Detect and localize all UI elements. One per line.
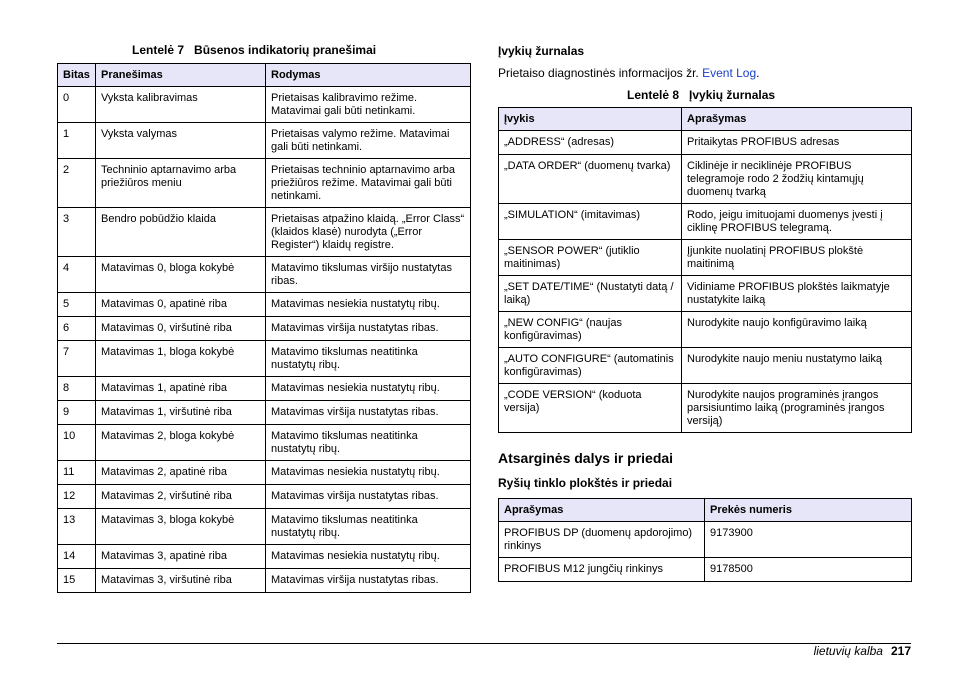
display-cell: Matavimo tikslumas neatitinka nustatytų ribų. — [266, 425, 471, 461]
display-cell: Matavimas nesiekia nustatytų ribų. — [266, 377, 471, 401]
message-cell: Matavimas 0, viršutinė riba — [96, 317, 266, 341]
bit-cell: 8 — [58, 377, 96, 401]
event-log-heading: Įvykių žurnalas — [498, 44, 585, 58]
event-cell: „SENSOR POWER“ (jutiklio maitinimas) — [499, 240, 682, 276]
display-cell: Prietaisas valymo režime. Matavimai gali būti netinkami. — [266, 123, 471, 159]
table8-caption-number: Lentelė 8 — [627, 88, 680, 102]
table-row — [499, 348, 912, 384]
bit-cell: 14 — [58, 545, 96, 569]
message-cell: Matavimas 3, bloga kokybė — [96, 509, 266, 545]
spare-parts-table — [498, 498, 912, 582]
message-cell: Matavimas 0, apatinė riba — [96, 293, 266, 317]
event-log-link[interactable]: Event Log — [702, 66, 757, 80]
spare-parts-heading: Atsarginės dalys ir priedai — [498, 450, 674, 466]
part-description-cell: PROFIBUS DP (duomenų apdorojimo) rinkinys — [499, 522, 705, 558]
table8-caption — [627, 88, 775, 102]
event-log-intro-text: Prietaiso diagnostinės informacijos žr. — [498, 66, 699, 80]
description-cell: Pritaikytas PROFIBUS adresas — [682, 131, 912, 155]
bit-cell: 4 — [58, 257, 96, 293]
table-row — [58, 293, 471, 317]
part-number-cell: 9173900 — [705, 522, 912, 558]
display-cell: Matavimas nesiekia nustatytų ribų. — [266, 461, 471, 485]
table-row — [58, 569, 471, 593]
table-row — [58, 377, 471, 401]
bit-cell: 2 — [58, 159, 96, 208]
part-number-cell: 9178500 — [705, 558, 912, 582]
display-cell: Prietaisas atpažino klaidą. „Error Class“ (klaidos klasė) nurodyta („Error Register“) klaidų registre. — [266, 208, 471, 257]
display-cell: Matavimas nesiekia nustatytų ribų. — [266, 293, 471, 317]
message-cell: Bendro pobūdžio klaida — [96, 208, 266, 257]
parts-header-description: Aprašymas — [499, 499, 705, 522]
event-cell: „NEW CONFIG“ (naujas konfigūravimas) — [499, 312, 682, 348]
event-cell: „SET DATE/TIME“ (Nustatyti datą / laiką) — [499, 276, 682, 312]
display-cell: Prietaisas techninio aptarnavimo arba priežiūros režime. Matavimai gali būti netinkami. — [266, 159, 471, 208]
table-row — [499, 155, 912, 204]
table-row — [499, 312, 912, 348]
message-cell: Matavimas 1, viršutinė riba — [96, 401, 266, 425]
event-log-intro-end: . — [756, 66, 760, 80]
message-cell: Matavimas 2, bloga kokybė — [96, 425, 266, 461]
table8-header-event: Įvykis — [499, 108, 682, 131]
table8-header-description: Aprašymas — [682, 108, 912, 131]
event-cell: „ADDRESS“ (adresas) — [499, 131, 682, 155]
message-cell: Matavimas 3, apatinė riba — [96, 545, 266, 569]
table-row — [499, 522, 912, 558]
table8-caption-title: Įvykių žurnalas — [689, 88, 776, 102]
display-cell: Matavimas viršija nustatytas ribas. — [266, 317, 471, 341]
bit-cell: 12 — [58, 485, 96, 509]
message-cell: Techninio aptarnavimo arba priežiūros meniu — [96, 159, 266, 208]
display-cell: Matavimas nesiekia nustatytų ribų. — [266, 545, 471, 569]
table-row — [58, 317, 471, 341]
event-log-intro — [498, 66, 760, 80]
message-cell: Matavimas 2, apatinė riba — [96, 461, 266, 485]
footer-language: lietuvių kalba — [813, 644, 883, 658]
description-cell: Įjunkite nuolatinį PROFIBUS plokštė maitinimą — [682, 240, 912, 276]
message-cell: Vyksta valymas — [96, 123, 266, 159]
table-row — [58, 509, 471, 545]
table-row — [58, 425, 471, 461]
display-cell: Prietaisas kalibravimo režime. Matavimai gali būti netinkami. — [266, 87, 471, 123]
table7-header-display: Rodymas — [266, 64, 471, 87]
event-cell: „SIMULATION“ (imitavimas) — [499, 204, 682, 240]
network-cards-subheading: Ryšių tinklo plokštės ir priedai — [498, 476, 673, 490]
message-cell: Matavimas 1, bloga kokybė — [96, 341, 266, 377]
table-row — [58, 159, 471, 208]
display-cell: Matavimo tikslumas neatitinka nustatytų ribų. — [266, 341, 471, 377]
description-cell: Nurodykite naujo konfigūravimo laiką — [682, 312, 912, 348]
table-row — [499, 276, 912, 312]
description-cell: Vidiniame PROFIBUS plokštės laikmatyje nustatykite laiką — [682, 276, 912, 312]
table-row — [58, 485, 471, 509]
page-footer — [814, 644, 911, 658]
event-cell: „DATA ORDER“ (duomenų tvarka) — [499, 155, 682, 204]
event-cell: „AUTO CONFIGURE“ (automatinis konfigūravimas) — [499, 348, 682, 384]
table7-header-bit: Bitas — [58, 64, 96, 87]
display-cell: Matavimas viršija nustatytas ribas. — [266, 569, 471, 593]
bit-cell: 0 — [58, 87, 96, 123]
message-cell: Matavimas 3, viršutinė riba — [96, 569, 266, 593]
display-cell: Matavimas viršija nustatytas ribas. — [266, 401, 471, 425]
description-cell: Nurodykite naujos programinės įrangos parsisiuntimo laiką (programinės įrangos versiją) — [682, 384, 912, 433]
message-cell: Matavimas 2, viršutinė riba — [96, 485, 266, 509]
table-row — [499, 131, 912, 155]
table-row — [58, 87, 471, 123]
bit-cell: 3 — [58, 208, 96, 257]
table-row — [58, 208, 471, 257]
table-row — [499, 558, 912, 582]
page-number: 217 — [890, 644, 911, 658]
bit-cell: 15 — [58, 569, 96, 593]
bit-cell: 11 — [58, 461, 96, 485]
status-indicator-table — [57, 63, 471, 593]
display-cell: Matavimo tikslumas neatitinka nustatytų ribų. — [266, 509, 471, 545]
bit-cell: 9 — [58, 401, 96, 425]
bit-cell: 13 — [58, 509, 96, 545]
event-log-table — [498, 107, 912, 433]
description-cell: Nurodykite naujo meniu nustatymo laiką — [682, 348, 912, 384]
table-row — [58, 123, 471, 159]
part-description-cell: PROFIBUS M12 jungčių rinkinys — [499, 558, 705, 582]
table-row — [58, 545, 471, 569]
table-row — [58, 341, 471, 377]
table7-caption-number: Lentelė 7 — [132, 43, 185, 57]
event-cell: „CODE VERSION“ (koduota versija) — [499, 384, 682, 433]
table7-header-message: Pranešimas — [96, 64, 266, 87]
message-cell: Matavimas 1, apatinė riba — [96, 377, 266, 401]
bit-cell: 6 — [58, 317, 96, 341]
footer-divider — [57, 643, 911, 644]
message-cell: Matavimas 0, bloga kokybė — [96, 257, 266, 293]
message-cell: Vyksta kalibravimas — [96, 87, 266, 123]
description-cell: Rodo, jeigu imituojami duomenys įvesti į ciklinę PROFIBUS telegramą. — [682, 204, 912, 240]
bit-cell: 5 — [58, 293, 96, 317]
table-row — [499, 204, 912, 240]
bit-cell: 10 — [58, 425, 96, 461]
table-row — [58, 461, 471, 485]
bit-cell: 1 — [58, 123, 96, 159]
table-row — [499, 240, 912, 276]
table-row — [58, 401, 471, 425]
table-row — [499, 384, 912, 433]
parts-header-item-number: Prekės numeris — [705, 499, 912, 522]
display-cell: Matavimas viršija nustatytas ribas. — [266, 485, 471, 509]
bit-cell: 7 — [58, 341, 96, 377]
display-cell: Matavimo tikslumas viršijo nustatytas ribas. — [266, 257, 471, 293]
description-cell: Ciklinėje ir neciklinėje PROFIBUS telegramoje rodo 2 žodžių kintamųjų duomenų tvarką — [682, 155, 912, 204]
table7-caption — [132, 43, 376, 57]
table-row — [58, 257, 471, 293]
table7-caption-title: Būsenos indikatorių pranešimai — [194, 43, 377, 57]
